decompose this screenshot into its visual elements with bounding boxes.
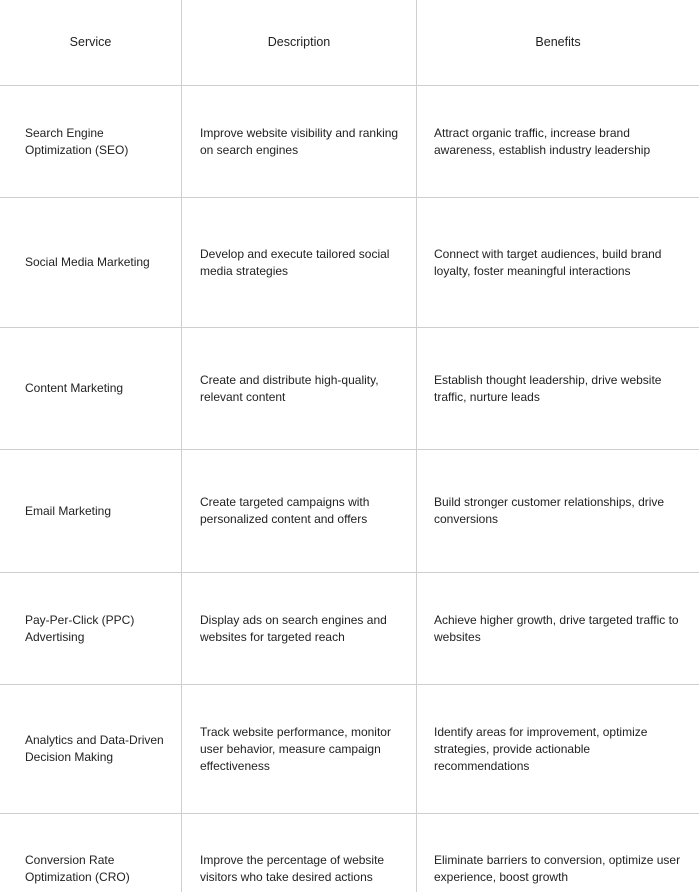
benefits-cell: Establish thought leadership, drive website traffic, nurture leads (417, 328, 699, 450)
table-row (0, 450, 699, 573)
service-cell: Analytics and Data-Driven Decision Making (0, 685, 182, 814)
table-row (0, 685, 699, 814)
description-cell: Improve the percentage of website visitors who take desired actions (182, 814, 417, 892)
benefits-cell: Connect with target audiences, build brand loyalty, foster meaningful interactions (417, 198, 699, 328)
table-header (0, 0, 699, 86)
service-cell: Content Marketing (0, 328, 182, 450)
service-cell: Pay-Per-Click (PPC) Advertising (0, 573, 182, 685)
header-row (0, 0, 699, 86)
description-cell: Create and distribute high-quality, relevant content (182, 328, 417, 450)
table-row (0, 86, 699, 198)
service-cell: Search Engine Optimization (SEO) (0, 86, 182, 198)
benefits-cell: Achieve higher growth, drive targeted traffic to websites (417, 573, 699, 685)
benefits-cell: Build stronger customer relationships, drive conversions (417, 450, 699, 573)
table-body (0, 86, 699, 892)
table-row (0, 328, 699, 450)
benefits-cell: Eliminate barriers to conversion, optimize user experience, boost growth (417, 814, 699, 892)
benefits-cell: Identify areas for improvement, optimize strategies, provide actionable recommendations (417, 685, 699, 814)
description-cell: Track website performance, monitor user behavior, measure campaign effectiveness (182, 685, 417, 814)
table-row (0, 198, 699, 328)
header-service: Service (0, 0, 182, 86)
description-cell: Create targeted campaigns with personalized content and offers (182, 450, 417, 573)
description-cell: Improve website visibility and ranking on search engines (182, 86, 417, 198)
header-benefits: Benefits (417, 0, 699, 86)
description-cell: Display ads on search engines and websites for targeted reach (182, 573, 417, 685)
service-cell: Email Marketing (0, 450, 182, 573)
table-row (0, 573, 699, 685)
benefits-cell: Attract organic traffic, increase brand awareness, establish industry leadership (417, 86, 699, 198)
table-row (0, 814, 699, 892)
service-cell: Conversion Rate Optimization (CRO) (0, 814, 182, 892)
description-cell: Develop and execute tailored social media strategies (182, 198, 417, 328)
header-description: Description (182, 0, 417, 86)
service-cell: Social Media Marketing (0, 198, 182, 328)
